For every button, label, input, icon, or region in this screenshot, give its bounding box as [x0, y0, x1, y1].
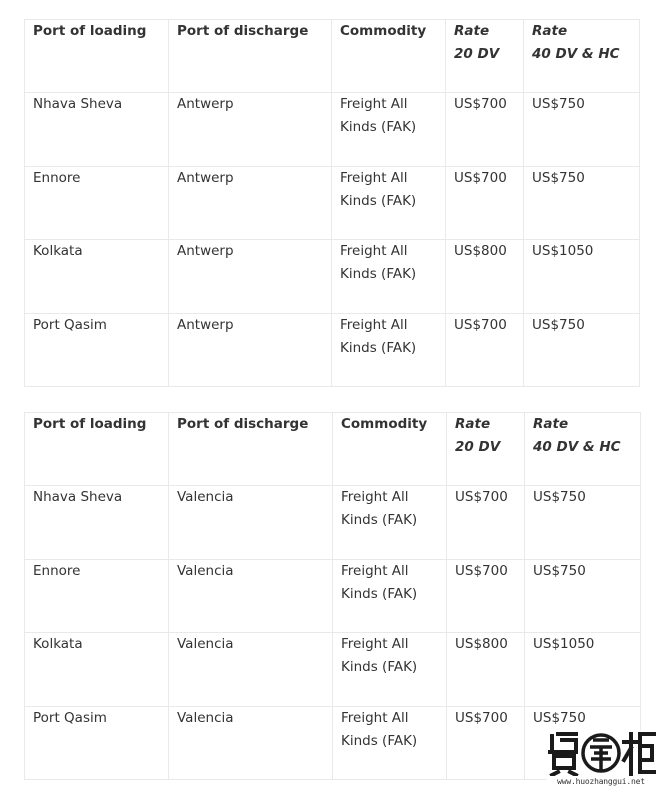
header-port-of-discharge: Port of discharge	[169, 413, 333, 486]
commodity-line1: Freight All	[340, 169, 408, 186]
cell-rate-40dv: US$750	[525, 486, 641, 560]
cell-rate-40dv: US$1050	[525, 633, 641, 707]
header-port-of-loading: Port of loading	[25, 413, 169, 486]
table-row	[25, 240, 640, 314]
cell-port-of-loading: Ennore	[25, 559, 169, 633]
cell-rate-40dv: US$750	[524, 93, 640, 167]
table-row	[25, 313, 640, 387]
cell-rate-20dv: US$700	[446, 93, 524, 167]
header-rate-40dv-line2: 40 DV & HC	[532, 46, 620, 62]
cell-port-of-loading: Port Qasim	[25, 313, 169, 387]
table-row	[25, 93, 640, 167]
cell-port-of-discharge: Valencia	[169, 559, 333, 633]
watermark	[546, 730, 656, 790]
cell-port-of-loading: Kolkata	[25, 633, 169, 707]
header-rate-40dv-hc	[525, 413, 641, 486]
cell-rate-40dv: US$1050	[524, 240, 640, 314]
cell-port-of-discharge: Antwerp	[169, 166, 332, 240]
commodity-line2: Kinds (FAK)	[341, 659, 418, 675]
header-commodity: Commodity	[332, 20, 446, 93]
header-rate-40dv-line2: 40 DV & HC	[533, 439, 621, 455]
cell-rate-20dv: US$700	[447, 559, 525, 633]
cell-rate-40dv: US$750	[525, 706, 641, 780]
cell-port-of-loading: Port Qasim	[25, 706, 169, 780]
header-rate-20dv-line1: Rate	[455, 416, 491, 432]
cell-commodity	[333, 486, 447, 560]
cell-port-of-discharge: Antwerp	[169, 93, 332, 167]
cell-port-of-discharge: Valencia	[169, 486, 333, 560]
cell-rate-20dv: US$800	[447, 633, 525, 707]
cell-commodity	[333, 559, 447, 633]
cell-rate-20dv: US$700	[446, 313, 524, 387]
rates-table-valencia	[24, 412, 641, 780]
cell-port-of-discharge: Valencia	[169, 633, 333, 707]
commodity-line1: Freight All	[340, 243, 408, 259]
watermark-logo-icon	[546, 730, 656, 776]
cell-rate-20dv: US$800	[446, 240, 524, 314]
header-rate-20dv-line2: 20 DV	[455, 439, 501, 455]
header-rate-20dv-line2: 20 DV	[454, 46, 500, 62]
cell-commodity	[332, 93, 446, 167]
header-port-of-discharge: Port of discharge	[169, 20, 332, 93]
cell-rate-20dv: US$700	[447, 486, 525, 560]
cell-commodity	[333, 633, 447, 707]
cell-port-of-loading: Kolkata	[25, 240, 169, 314]
commodity-line1: Freight All	[340, 96, 408, 112]
cell-rate-40dv: US$750	[524, 313, 640, 387]
commodity-line2: Kinds (FAK)	[341, 732, 418, 749]
cell-port-of-discharge: Antwerp	[169, 240, 332, 314]
commodity-line1: Freight All	[341, 709, 409, 726]
cell-commodity	[332, 166, 446, 240]
commodity-line2: Kinds (FAK)	[340, 339, 417, 356]
cell-commodity	[332, 313, 446, 387]
cell-rate-40dv: US$750	[525, 559, 641, 633]
commodity-line2: Kinds (FAK)	[341, 512, 418, 528]
commodity-line1: Freight All	[341, 636, 409, 652]
cell-rate-40dv: US$750	[524, 166, 640, 240]
cell-rate-20dv: US$700	[447, 706, 525, 780]
table-row	[25, 633, 641, 707]
commodity-line2: Kinds (FAK)	[340, 266, 417, 282]
watermark-url: www.huozhanggui.net	[557, 777, 645, 786]
cell-rate-20dv: US$700	[446, 166, 524, 240]
cell-port-of-discharge: Antwerp	[169, 313, 332, 387]
header-rate-40dv-hc	[524, 20, 640, 93]
table-row	[25, 559, 641, 633]
commodity-line1: Freight All	[340, 316, 408, 333]
header-commodity: Commodity	[333, 413, 447, 486]
table-header-row	[25, 413, 641, 486]
cell-commodity	[332, 240, 446, 314]
table-row	[25, 166, 640, 240]
commodity-line2: Kinds (FAK)	[341, 585, 418, 602]
cell-port-of-discharge: Valencia	[169, 706, 333, 780]
header-port-of-loading: Port of loading	[25, 20, 169, 93]
table-header-row	[25, 20, 640, 93]
commodity-line2: Kinds (FAK)	[340, 192, 417, 209]
header-rate-40dv-line1: Rate	[533, 416, 569, 432]
commodity-line1: Freight All	[341, 489, 409, 505]
header-rate-20dv	[446, 20, 524, 93]
rates-table-antwerp	[24, 19, 640, 387]
commodity-line2: Kinds (FAK)	[340, 119, 417, 135]
commodity-line1: Freight All	[341, 562, 409, 579]
header-rate-20dv	[447, 413, 525, 486]
cell-port-of-loading: Nhava Sheva	[25, 486, 169, 560]
header-rate-40dv-line1: Rate	[532, 23, 568, 39]
cell-port-of-loading: Nhava Sheva	[25, 93, 169, 167]
cell-commodity	[333, 706, 447, 780]
header-rate-20dv-line1: Rate	[454, 23, 490, 39]
table-row	[25, 486, 641, 560]
cell-port-of-loading: Ennore	[25, 166, 169, 240]
